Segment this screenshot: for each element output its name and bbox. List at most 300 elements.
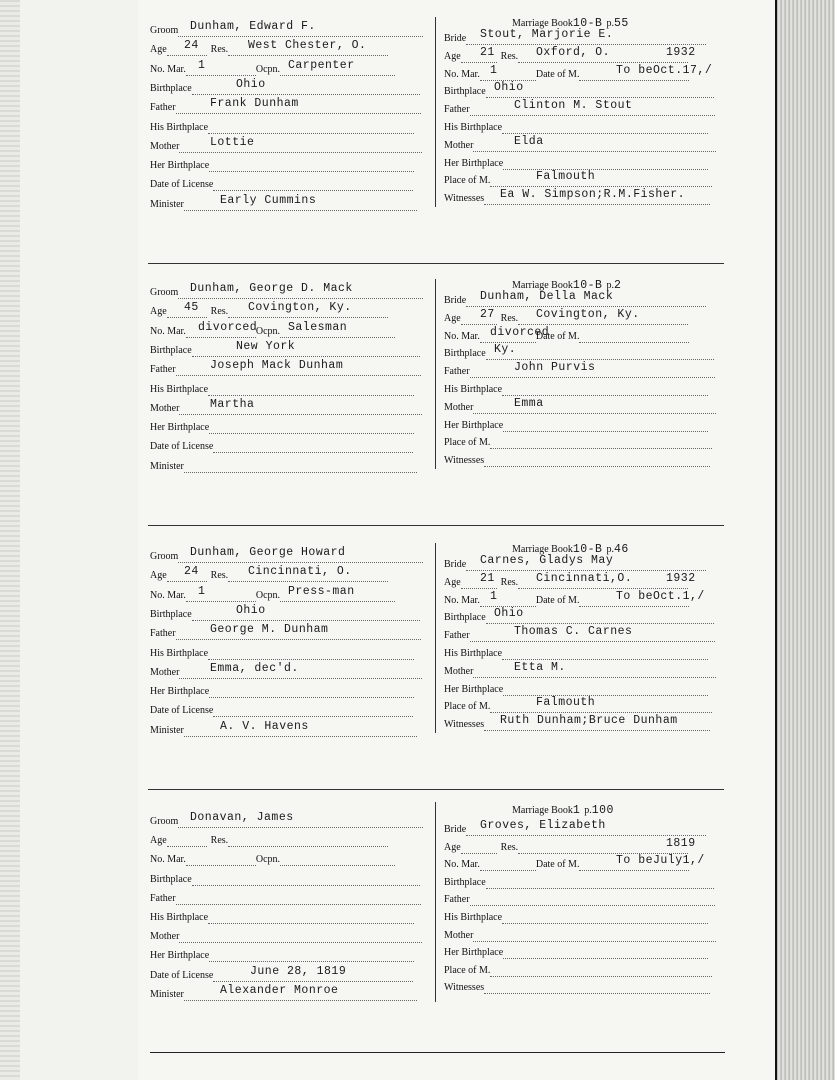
bride-name: Carnes, Gladys May bbox=[480, 554, 614, 567]
dotted-line bbox=[518, 843, 688, 854]
birthplace-label: Birthplace bbox=[150, 873, 192, 885]
page-label: p. bbox=[606, 18, 614, 29]
groom-row bbox=[150, 983, 417, 1001]
bride-residence: Cincinnati,O. bbox=[536, 571, 633, 585]
dotted-line bbox=[186, 855, 256, 866]
no-mar-label: No. Mar. bbox=[150, 325, 186, 337]
dotted-line bbox=[484, 983, 710, 994]
bride-no-mar: 1 bbox=[490, 63, 498, 77]
minister-label: Minister bbox=[150, 460, 184, 472]
witnesses-label: Witnesses bbox=[444, 455, 485, 467]
bride-row bbox=[444, 343, 714, 360]
marriage-book-label: Marriage Book bbox=[512, 280, 573, 291]
bride-date-of-marriage: To beJuly1,/ bbox=[616, 854, 705, 868]
groom-father: Frank Dunham bbox=[210, 97, 299, 111]
marriage-book-label: Marriage Book bbox=[512, 805, 573, 816]
bride-row bbox=[444, 877, 714, 889]
father-label: Father bbox=[150, 892, 176, 904]
no-mar-label: No. Mar. bbox=[150, 63, 186, 75]
bride-father: John Purvis bbox=[514, 361, 596, 375]
bride-row bbox=[444, 188, 710, 205]
bride-row bbox=[444, 684, 708, 696]
groom-row bbox=[150, 97, 421, 114]
dotted-line bbox=[486, 349, 714, 360]
groom-birthplace: Ohio bbox=[236, 77, 266, 91]
dotted-line bbox=[192, 84, 420, 95]
groom-row bbox=[150, 122, 414, 134]
dotted-line bbox=[502, 123, 708, 134]
date-of-license-label: Date of License bbox=[150, 179, 214, 191]
birthplace-label: Birthplace bbox=[150, 608, 192, 620]
dotted-line bbox=[490, 438, 712, 449]
no-mar-label: No. Mar. bbox=[444, 859, 480, 871]
bride-place-of-m: Falmouth bbox=[536, 170, 596, 184]
bride-row bbox=[444, 158, 708, 170]
father-label: Father bbox=[444, 894, 470, 906]
res-label: Res. bbox=[210, 44, 229, 56]
dotted-line bbox=[192, 610, 420, 621]
his-birthplace-label: His Birthplace bbox=[150, 383, 209, 395]
groom-row bbox=[150, 565, 388, 582]
bride-label: Bride bbox=[444, 559, 467, 570]
age-label: Age bbox=[444, 841, 461, 853]
bride-residence: Oxford, O. bbox=[536, 45, 611, 59]
groom-row bbox=[150, 854, 395, 866]
groom-row bbox=[150, 58, 395, 76]
bride-row bbox=[444, 648, 708, 660]
bride-row bbox=[444, 307, 688, 325]
groom-mother: Lottie bbox=[210, 135, 255, 149]
dotted-line bbox=[503, 159, 708, 170]
bride-row bbox=[444, 437, 712, 449]
her-birthplace-label: Her Birthplace bbox=[444, 947, 504, 959]
bride-row bbox=[444, 396, 716, 414]
bride-row bbox=[444, 45, 696, 63]
mother-label: Mother bbox=[150, 140, 180, 152]
groom-row bbox=[150, 422, 414, 434]
groom-label: Groom bbox=[150, 816, 179, 827]
groom-row bbox=[150, 20, 423, 37]
groom-age: 24 bbox=[184, 39, 199, 53]
father-label: Father bbox=[444, 104, 470, 116]
groom-occupation: Salesman bbox=[288, 320, 348, 334]
minister-label: Minister bbox=[150, 198, 184, 210]
dotted-line bbox=[502, 649, 708, 660]
groom-row bbox=[150, 874, 420, 886]
age-label: Age bbox=[150, 306, 167, 318]
column-divider bbox=[435, 543, 436, 733]
dotted-line bbox=[186, 65, 256, 76]
his-birthplace-label: His Birthplace bbox=[150, 121, 209, 133]
bride-witnesses: Ea W. Simpson;R.M.Fisher. bbox=[500, 188, 686, 202]
groom-label: Groom bbox=[150, 287, 179, 298]
her-birthplace-label: Her Birthplace bbox=[150, 950, 210, 962]
groom-occupation: Carpenter bbox=[288, 58, 355, 72]
groom-row bbox=[150, 397, 422, 415]
groom-mother: Martha bbox=[210, 397, 255, 411]
age-label: Age bbox=[150, 570, 167, 582]
bride-mother: Emma bbox=[514, 396, 544, 410]
groom-date-of-license: June 28, 1819 bbox=[250, 964, 347, 978]
groom-row bbox=[150, 661, 422, 679]
bride-name: Stout, Marjorie E. bbox=[480, 28, 614, 41]
groom-row bbox=[150, 135, 422, 153]
her-birthplace-label: Her Birthplace bbox=[150, 160, 210, 172]
page-label: p. bbox=[606, 280, 614, 291]
groom-row bbox=[150, 686, 414, 698]
birthplace-label: Birthplace bbox=[444, 86, 486, 98]
bride-row bbox=[444, 170, 712, 187]
bride-row bbox=[444, 134, 716, 152]
bride-date-of-marriage: To beOct.1,/ bbox=[616, 589, 705, 603]
minister-label: Minister bbox=[150, 988, 184, 1000]
bride-row bbox=[444, 819, 706, 836]
no-mar-label: No. Mar. bbox=[150, 589, 186, 601]
groom-row bbox=[150, 811, 423, 828]
bride-residence-year: 1819 bbox=[666, 836, 696, 850]
date-of-marriage-label: Date of M. bbox=[535, 330, 580, 342]
groom-row bbox=[150, 931, 422, 943]
groom-row bbox=[150, 623, 421, 640]
bride-row bbox=[444, 965, 712, 977]
her-birthplace-label: Her Birthplace bbox=[444, 683, 504, 695]
groom-father: George M. Dunham bbox=[210, 623, 329, 637]
no-mar-label: No. Mar. bbox=[150, 854, 186, 866]
dotted-line bbox=[213, 706, 413, 717]
age-label: Age bbox=[444, 312, 461, 324]
groom-label: Groom bbox=[150, 551, 179, 562]
birthplace-label: Birthplace bbox=[150, 82, 192, 94]
groom-birthplace: New York bbox=[236, 339, 296, 353]
groom-age: 24 bbox=[184, 565, 199, 579]
bride-row bbox=[444, 420, 708, 432]
groom-row bbox=[150, 461, 417, 473]
marriage-book-label: Marriage Book bbox=[512, 18, 573, 29]
bride-row bbox=[444, 982, 710, 994]
date-of-license-label: Date of License bbox=[150, 441, 214, 453]
occupation-label: Ocpn. bbox=[255, 325, 281, 337]
father-label: Father bbox=[150, 628, 176, 640]
bride-row bbox=[444, 947, 708, 959]
mother-label: Mother bbox=[444, 139, 474, 151]
bride-label: Bride bbox=[444, 295, 467, 306]
his-birthplace-label: His Birthplace bbox=[444, 912, 503, 923]
groom-row bbox=[150, 179, 413, 191]
groom-minister: Alexander Monroe bbox=[220, 983, 339, 997]
dotted-line bbox=[480, 860, 536, 871]
bride-row bbox=[444, 63, 713, 81]
bride-label: Bride bbox=[444, 824, 467, 835]
groom-row bbox=[150, 964, 413, 982]
dotted-line bbox=[192, 346, 420, 357]
record-separator bbox=[148, 263, 724, 264]
marriage-record bbox=[148, 277, 724, 527]
dotted-line bbox=[503, 421, 708, 432]
dotted-line bbox=[208, 123, 414, 134]
bride-row bbox=[444, 912, 708, 924]
bride-mother: Etta M. bbox=[514, 660, 566, 674]
age-label: Age bbox=[150, 44, 167, 56]
date-of-license-label: Date of License bbox=[150, 705, 214, 717]
groom-father: Joseph Mack Dunham bbox=[210, 359, 344, 373]
bride-row bbox=[444, 384, 708, 396]
bottom-rule bbox=[150, 1052, 725, 1053]
dotted-line bbox=[179, 932, 422, 943]
bride-birthplace: Ky. bbox=[494, 343, 517, 357]
record-separator bbox=[148, 525, 724, 526]
dotted-line bbox=[502, 385, 708, 396]
groom-name: Dunham, George D. Mack bbox=[190, 282, 353, 295]
bride-row bbox=[444, 625, 715, 642]
bride-row bbox=[444, 836, 696, 854]
dotted-line bbox=[209, 161, 414, 172]
bride-label: Bride bbox=[444, 33, 467, 44]
marriage-book-number: 10-B bbox=[572, 279, 603, 292]
dotted-line bbox=[208, 649, 414, 660]
no-mar-label: No. Mar. bbox=[444, 330, 480, 342]
dotted-line bbox=[228, 836, 388, 847]
bride-row bbox=[444, 122, 708, 134]
groom-row bbox=[150, 339, 420, 357]
bride-row bbox=[444, 361, 715, 378]
dotted-line bbox=[473, 931, 716, 942]
place-of-m-label: Place of M. bbox=[444, 964, 491, 976]
witnesses-label: Witnesses bbox=[444, 193, 485, 205]
record-separator bbox=[148, 789, 724, 790]
date-of-marriage-label: Date of M. bbox=[535, 68, 580, 80]
groom-row bbox=[150, 584, 395, 602]
bride-row bbox=[444, 696, 712, 713]
res-label: Res. bbox=[500, 50, 519, 62]
dotted-line bbox=[484, 456, 710, 467]
bride-place-of-m: Falmouth bbox=[536, 696, 596, 710]
groom-row bbox=[150, 705, 413, 717]
dotted-line bbox=[461, 843, 497, 854]
marriage-book-page: 55 bbox=[613, 17, 629, 30]
mother-label: Mother bbox=[150, 666, 180, 678]
father-label: Father bbox=[150, 102, 176, 114]
age-label: Age bbox=[150, 835, 167, 847]
groom-row bbox=[150, 301, 388, 318]
dotted-line bbox=[502, 913, 708, 924]
groom-no-mar: 1 bbox=[198, 58, 206, 72]
bride-age: 21 bbox=[480, 571, 495, 585]
groom-row bbox=[150, 835, 388, 847]
marriage-record bbox=[148, 541, 724, 791]
groom-no-mar: divorced bbox=[198, 320, 258, 334]
age-label: Age bbox=[444, 50, 461, 62]
groom-residence: West Chester, O. bbox=[248, 39, 367, 53]
bride-row bbox=[444, 930, 716, 942]
marriage-record bbox=[148, 15, 724, 265]
groom-row bbox=[150, 441, 413, 453]
place-of-m-label: Place of M. bbox=[444, 437, 491, 449]
bride-row bbox=[444, 589, 705, 607]
dotted-line bbox=[280, 855, 395, 866]
groom-row bbox=[150, 648, 414, 660]
res-label: Res. bbox=[210, 835, 229, 847]
dotted-line bbox=[209, 951, 414, 962]
dotted-line bbox=[503, 685, 708, 696]
place-of-m-label: Place of M. bbox=[444, 701, 491, 713]
bride-birthplace: Ohio bbox=[494, 81, 524, 95]
father-label: Father bbox=[150, 364, 176, 376]
res-label: Res. bbox=[500, 312, 519, 324]
her-birthplace-label: Her Birthplace bbox=[150, 686, 210, 698]
dotted-line bbox=[209, 423, 414, 434]
bride-residence-year: 1932 bbox=[666, 571, 696, 585]
groom-age: 45 bbox=[184, 301, 199, 315]
marriage-book-number: 1 bbox=[572, 804, 581, 817]
dotted-line bbox=[167, 836, 207, 847]
birthplace-label: Birthplace bbox=[150, 344, 192, 356]
marriage-book-page: 46 bbox=[613, 543, 629, 556]
bride-row bbox=[444, 455, 710, 467]
age-label: Age bbox=[444, 576, 461, 588]
her-birthplace-label: Her Birthplace bbox=[150, 422, 210, 434]
page-label: p. bbox=[606, 544, 614, 555]
witnesses-label: Witnesses bbox=[444, 719, 485, 731]
witnesses-label: Witnesses bbox=[444, 982, 485, 994]
res-label: Res. bbox=[210, 306, 229, 318]
dotted-line bbox=[473, 141, 716, 152]
column-divider bbox=[435, 17, 436, 207]
dotted-line bbox=[176, 894, 421, 905]
groom-minister: A. V. Havens bbox=[220, 719, 309, 733]
dotted-line bbox=[490, 176, 712, 187]
no-mar-label: No. Mar. bbox=[444, 594, 480, 606]
mother-label: Mother bbox=[444, 929, 474, 941]
bride-birthplace: Ohio bbox=[494, 607, 524, 621]
groom-label: Groom bbox=[150, 25, 179, 36]
dotted-line bbox=[486, 878, 714, 889]
dotted-line bbox=[213, 180, 413, 191]
marriage-book-page: 100 bbox=[591, 804, 614, 817]
father-label: Father bbox=[444, 630, 470, 642]
groom-row bbox=[150, 39, 388, 56]
res-label: Res. bbox=[210, 570, 229, 582]
bride-no-mar: divorced bbox=[490, 325, 550, 339]
bride-name: Groves, Elizabeth bbox=[480, 819, 606, 832]
dotted-line bbox=[480, 70, 536, 81]
birthplace-label: Birthplace bbox=[444, 876, 486, 888]
dotted-line bbox=[470, 895, 715, 906]
dotted-line bbox=[208, 385, 414, 396]
birthplace-label: Birthplace bbox=[444, 348, 486, 360]
bride-residence-year: 1932 bbox=[666, 45, 696, 59]
father-label: Father bbox=[444, 366, 470, 378]
dotted-line bbox=[480, 596, 536, 607]
groom-row bbox=[150, 384, 414, 396]
marriage-book-ref bbox=[512, 804, 614, 817]
groom-row bbox=[150, 950, 414, 962]
bride-mother: Elda bbox=[514, 134, 544, 148]
groom-birthplace: Ohio bbox=[236, 603, 266, 617]
birthplace-label: Birthplace bbox=[444, 612, 486, 624]
dotted-line bbox=[192, 875, 420, 886]
bride-row bbox=[444, 290, 706, 307]
mother-label: Mother bbox=[150, 402, 180, 414]
marriage-book-label: Marriage Book bbox=[512, 544, 573, 555]
bride-row bbox=[444, 607, 714, 624]
dotted-line bbox=[213, 442, 413, 453]
dotted-line bbox=[473, 667, 716, 678]
bride-father: Clinton M. Stout bbox=[514, 99, 633, 113]
his-birthplace-label: His Birthplace bbox=[444, 122, 503, 133]
bride-residence: Covington, Ky. bbox=[536, 307, 640, 321]
groom-row bbox=[150, 160, 414, 172]
bride-row bbox=[444, 660, 716, 678]
groom-residence: Cincinnati, O. bbox=[248, 565, 352, 579]
date-of-marriage-label: Date of M. bbox=[535, 594, 580, 606]
marriage-book-number: 10-B bbox=[572, 543, 603, 556]
page-label: p. bbox=[584, 805, 592, 816]
groom-row bbox=[150, 193, 417, 211]
mother-label: Mother bbox=[150, 931, 180, 943]
bride-row bbox=[444, 554, 706, 571]
scan-edge-left bbox=[0, 0, 20, 1080]
groom-name: Dunham, Edward F. bbox=[190, 20, 316, 33]
bride-father: Thomas C. Carnes bbox=[514, 625, 633, 639]
bride-name: Dunham, Della Mack bbox=[480, 290, 614, 303]
groom-name: Donavan, James bbox=[190, 811, 294, 824]
his-birthplace-label: His Birthplace bbox=[444, 384, 503, 395]
occupation-label: Ocpn. bbox=[255, 854, 281, 866]
place-of-m-label: Place of M. bbox=[444, 175, 491, 187]
groom-row bbox=[150, 912, 414, 924]
dotted-line bbox=[473, 403, 716, 414]
marriage-book-page: 2 bbox=[613, 279, 622, 292]
groom-row bbox=[150, 320, 395, 338]
left-margin bbox=[0, 0, 138, 1080]
bride-age: 21 bbox=[480, 45, 495, 59]
no-mar-label: No. Mar. bbox=[444, 68, 480, 80]
groom-minister: Early Cummins bbox=[220, 193, 317, 207]
her-birthplace-label: Her Birthplace bbox=[444, 419, 504, 431]
dotted-line bbox=[209, 687, 414, 698]
occupation-label: Ocpn. bbox=[255, 63, 281, 75]
bride-row bbox=[444, 99, 715, 116]
mother-label: Mother bbox=[444, 401, 474, 413]
date-of-license-label: Date of License bbox=[150, 969, 214, 981]
groom-row bbox=[150, 77, 420, 95]
bride-row bbox=[444, 714, 710, 731]
groom-occupation: Press-man bbox=[288, 584, 355, 598]
dotted-line bbox=[184, 462, 417, 473]
dotted-line bbox=[503, 948, 708, 959]
his-birthplace-label: His Birthplace bbox=[150, 912, 209, 923]
bride-row bbox=[444, 571, 696, 589]
res-label: Res. bbox=[500, 576, 519, 588]
marriage-book-number: 10-B bbox=[572, 17, 603, 30]
groom-row bbox=[150, 546, 423, 563]
dotted-line bbox=[490, 702, 712, 713]
dotted-line bbox=[579, 332, 689, 343]
mother-label: Mother bbox=[444, 665, 474, 677]
minister-label: Minister bbox=[150, 724, 184, 736]
his-birthplace-label: His Birthplace bbox=[444, 648, 503, 659]
groom-row bbox=[150, 359, 421, 376]
dotted-line bbox=[186, 591, 256, 602]
groom-name: Dunham, George Howard bbox=[190, 546, 346, 559]
scan-edge-right bbox=[777, 0, 835, 1080]
dotted-line bbox=[490, 966, 712, 977]
bride-row bbox=[444, 81, 714, 98]
column-divider bbox=[435, 279, 436, 469]
groom-residence: Covington, Ky. bbox=[248, 301, 352, 315]
bride-age: 27 bbox=[480, 307, 495, 321]
date-of-marriage-label: Date of M. bbox=[535, 859, 580, 871]
